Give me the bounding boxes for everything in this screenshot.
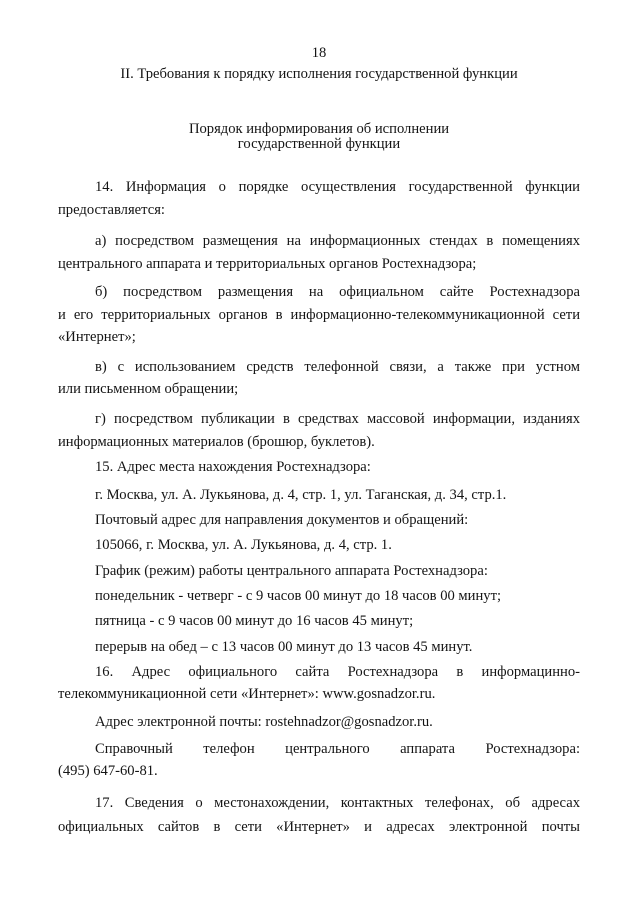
item-g-line-1: г) посредством публикации в средствах массовой информации, изданиях bbox=[95, 411, 580, 427]
phone-line-1: Справочный телефон центрального аппарата Ростехнадзора: bbox=[95, 741, 580, 757]
schedule-friday: пятница - с 9 часов 00 минут до 16 часов 45 минут; bbox=[95, 613, 414, 629]
subsection-title-line-2: государственной функции bbox=[237, 136, 401, 152]
item-g-line-2: информационных материалов (брошюр, буклетов). bbox=[58, 434, 375, 450]
paragraph-17-line-1: 17. Сведения о местонахождении, контактных телефонах, об адресах bbox=[95, 795, 580, 811]
item-b-line-2: и его территориальных органов в информационно-телекоммуникационной сети bbox=[58, 307, 580, 323]
item-b-line-1: б) посредством размещения на официальном сайте Ростехнадзора bbox=[95, 284, 580, 300]
section-title: II. Требования к порядку исполнения государственной функции bbox=[120, 66, 518, 82]
paragraph-16-line-1: 16. Адрес официального сайта Ростехнадзора в информацинно- bbox=[95, 664, 580, 680]
postal-address-label: Почтовый адрес для направления документов и обращений: bbox=[95, 512, 469, 528]
item-b-line-3: «Интернет»; bbox=[58, 329, 136, 345]
page-number: 18 bbox=[311, 45, 327, 61]
paragraph-14-line-1: 14. Информация о порядке осуществления государственной функции bbox=[95, 179, 580, 195]
schedule-mon-thu: понедельник - четверг - с 9 часов 00 минут до 18 часов 00 минут; bbox=[95, 588, 502, 604]
schedule-label: График (режим) работы центрального аппарата Ростехнадзора: bbox=[95, 563, 488, 579]
item-a-line-1: а) посредством размещения на информационных стендах в помещениях bbox=[95, 233, 580, 249]
item-v-line-1: в) с использованием средств телефонной связи, а также при устном bbox=[95, 359, 580, 375]
email-address: Адрес электронной почты: rostehnadzor@gosnadzor.ru. bbox=[95, 714, 433, 730]
item-v-line-2: или письменном обращении; bbox=[58, 381, 239, 397]
item-a-line-2: центрального аппарата и территориальных органов Ростехнадзора; bbox=[58, 256, 477, 272]
phone-line-2: (495) 647-60-81. bbox=[58, 763, 158, 779]
paragraph-14-line-2: предоставляется: bbox=[58, 202, 165, 218]
address-location: г. Москва, ул. А. Лукьянова, д. 4, стр. 1, ул. Таганская, д. 34, стр.1. bbox=[95, 487, 507, 503]
subsection-title-line-1: Порядок информирования об исполнении bbox=[188, 121, 450, 137]
schedule-lunch: перерыв на обед – с 13 часов 00 минут до 13 часов 45 минут. bbox=[95, 639, 473, 655]
paragraph-15-heading: 15. Адрес места нахождения Ростехнадзора: bbox=[95, 459, 371, 475]
postal-address: 105066, г. Москва, ул. А. Лукьянова, д. 4, стр. 1. bbox=[95, 537, 392, 553]
paragraph-16-line-2: телекоммуникационной сети «Интернет»: www.gosnadzor.ru. bbox=[58, 686, 436, 702]
paragraph-17-line-2: официальных сайтов в сети «Интернет» и адресах электронной почты bbox=[58, 819, 580, 835]
